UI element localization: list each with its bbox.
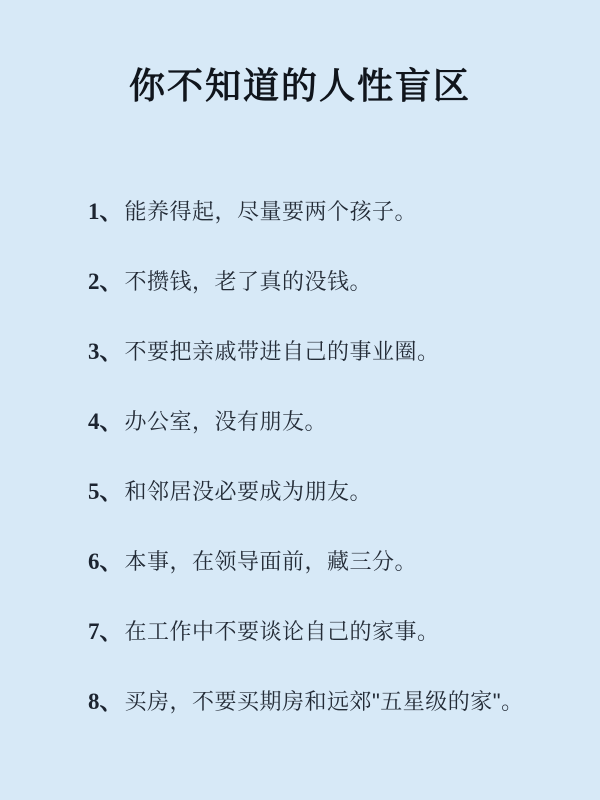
- list-item: [88, 269, 560, 295]
- list-item-text: 和邻居没必要成为朋友。: [124, 479, 373, 504]
- list-item-text: 不攒钱，老了真的没钱。: [124, 269, 373, 294]
- blind-spot-list: [88, 199, 560, 715]
- list-item: [88, 339, 560, 365]
- list-item-number: 2、: [88, 269, 123, 294]
- list-item-number: 3、: [88, 339, 123, 364]
- list-item: [88, 689, 560, 715]
- list-item-number: 6、: [88, 549, 123, 574]
- list-item: [88, 619, 560, 645]
- list-item-text: 本事，在领导面前，藏三分。: [124, 549, 418, 574]
- list-item-number: 4、: [88, 409, 123, 434]
- list-item: [88, 199, 560, 225]
- list-item: [88, 409, 560, 435]
- list-item: [88, 549, 560, 575]
- list-item-number: 7、: [88, 619, 123, 644]
- list-item-text: 不要把亲戚带进自己的事业圈。: [124, 339, 440, 364]
- page-title: 你不知道的人性盲区: [128, 65, 471, 106]
- list-item-text: 能养得起，尽量要两个孩子。: [124, 199, 418, 224]
- list-item-text: 办公室，没有朋友。: [124, 409, 328, 434]
- list-item-text: 买房，不要买期房和远郊"五星级的家"。: [124, 689, 524, 714]
- list-item-number: 5、: [88, 479, 123, 504]
- list-item: [88, 479, 560, 505]
- list-item-number: 1、: [88, 199, 123, 224]
- list-item-text: 在工作中不要谈论自己的家事。: [124, 619, 440, 644]
- list-item-number: 8、: [88, 689, 123, 714]
